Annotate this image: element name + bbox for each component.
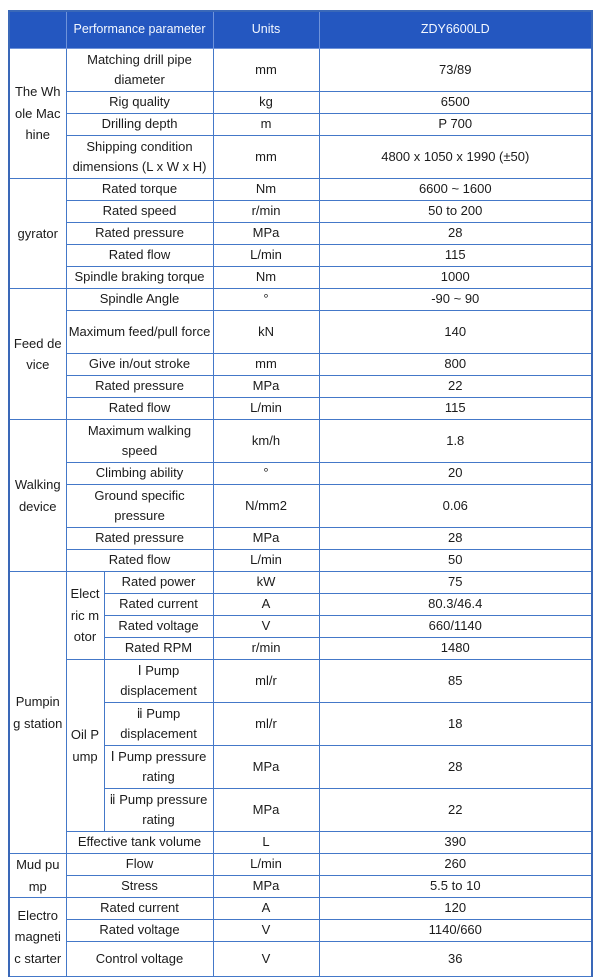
parameter-cell: Effective tank volume: [66, 832, 213, 854]
table-row: [9, 942, 592, 977]
units-cell: V: [213, 616, 319, 638]
value-cell: 28: [319, 528, 592, 550]
table-row: [9, 245, 592, 267]
parameter-cell: Drilling depth: [66, 114, 213, 136]
value-cell: -90 ~ 90: [319, 289, 592, 311]
parameter-cell: Matching drill pipe diameter: [66, 49, 213, 92]
value-cell: 22: [319, 376, 592, 398]
units-cell: m: [213, 114, 319, 136]
table-row: [9, 311, 592, 354]
units-cell: r/min: [213, 201, 319, 223]
units-cell: MPa: [213, 876, 319, 898]
value-cell: 0.06: [319, 485, 592, 528]
parameter-cell: Rated pressure: [66, 376, 213, 398]
table-row: [9, 267, 592, 289]
table-row: [9, 289, 592, 311]
units-cell: MPa: [213, 223, 319, 245]
units-cell: MPa: [213, 376, 319, 398]
value-cell: 20: [319, 463, 592, 485]
table-row: [9, 485, 592, 528]
group-label-cell: Feed device: [9, 289, 66, 420]
table-row: [9, 898, 592, 920]
parameter-cell: Maximum feed/pull force: [66, 311, 213, 354]
header-parameter-cell: Performance parameter: [66, 11, 213, 49]
units-cell: ml/r: [213, 703, 319, 746]
value-cell: 1140/660: [319, 920, 592, 942]
parameter-cell: Rated speed: [66, 201, 213, 223]
value-cell: 140: [319, 311, 592, 354]
table-row: [9, 49, 592, 92]
table-row: [9, 528, 592, 550]
header-blank-cell: [9, 11, 66, 49]
value-cell: 115: [319, 245, 592, 267]
parameter-cell: Flow: [66, 854, 213, 876]
performance-parameter-table: [8, 10, 593, 977]
units-cell: °: [213, 289, 319, 311]
table-row: [9, 420, 592, 463]
parameter-cell: Rated voltage: [66, 920, 213, 942]
units-cell: A: [213, 594, 319, 616]
value-cell: 1000: [319, 267, 592, 289]
parameter-cell: Ⅰ Pump pressure rating: [104, 746, 213, 789]
units-cell: MPa: [213, 746, 319, 789]
units-cell: ml/r: [213, 660, 319, 703]
group-label-cell: Walking device: [9, 420, 66, 572]
units-cell: L/min: [213, 398, 319, 420]
parameter-cell: Spindle Angle: [66, 289, 213, 311]
value-cell: 6500: [319, 92, 592, 114]
table-row: [9, 179, 592, 201]
value-cell: 28: [319, 746, 592, 789]
units-cell: mm: [213, 136, 319, 179]
table-row: [9, 660, 592, 703]
value-cell: 73/89: [319, 49, 592, 92]
table-row: [9, 354, 592, 376]
parameter-cell: Shipping condition dimensions (L x W x H): [66, 136, 213, 179]
table-row: [9, 201, 592, 223]
parameter-cell: Rated flow: [66, 398, 213, 420]
value-cell: 1480: [319, 638, 592, 660]
value-cell: 75: [319, 572, 592, 594]
units-cell: kg: [213, 92, 319, 114]
value-cell: 18: [319, 703, 592, 746]
value-cell: 800: [319, 354, 592, 376]
units-cell: mm: [213, 49, 319, 92]
units-cell: A: [213, 898, 319, 920]
subgroup-label-cell: Oil Pump: [66, 660, 104, 832]
parameter-cell: Rated current: [66, 898, 213, 920]
value-cell: 50: [319, 550, 592, 572]
units-cell: °: [213, 463, 319, 485]
group-label-cell: Pumping station: [9, 572, 66, 854]
parameter-cell: Rated power: [104, 572, 213, 594]
units-cell: Nm: [213, 179, 319, 201]
table-row: [9, 550, 592, 572]
table-row: [9, 920, 592, 942]
units-cell: km/h: [213, 420, 319, 463]
table-row: [9, 114, 592, 136]
subgroup-label-cell: Electric motor: [66, 572, 104, 660]
group-label-cell: The Whole Machine: [9, 49, 66, 179]
table-body: [9, 49, 592, 977]
value-cell: 120: [319, 898, 592, 920]
value-cell: 22: [319, 789, 592, 832]
units-cell: N/mm2: [213, 485, 319, 528]
units-cell: MPa: [213, 528, 319, 550]
table-row: [9, 572, 592, 594]
table-row: [9, 376, 592, 398]
value-cell: 390: [319, 832, 592, 854]
parameter-cell: Rated torque: [66, 179, 213, 201]
group-label-cell: gyrator: [9, 179, 66, 289]
group-label-cell: Mud pump: [9, 854, 66, 898]
value-cell: P 700: [319, 114, 592, 136]
parameter-cell: Rig quality: [66, 92, 213, 114]
parameter-cell: Rated flow: [66, 245, 213, 267]
value-cell: 4800 x 1050 x 1990 (±50): [319, 136, 592, 179]
parameter-cell: Maximum walking speed: [66, 420, 213, 463]
value-cell: 50 to 200: [319, 201, 592, 223]
table-row: [9, 398, 592, 420]
table-header-row: [9, 11, 592, 49]
table-row: [9, 92, 592, 114]
units-cell: kN: [213, 311, 319, 354]
table-row: [9, 463, 592, 485]
parameter-cell: Rated pressure: [66, 528, 213, 550]
units-cell: L/min: [213, 245, 319, 267]
value-cell: 36: [319, 942, 592, 977]
group-label-cell: Electromagnetic starter: [9, 898, 66, 977]
parameter-cell: ⅱ Pump pressure rating: [104, 789, 213, 832]
units-cell: V: [213, 942, 319, 977]
units-cell: V: [213, 920, 319, 942]
value-cell: 6600 ~ 1600: [319, 179, 592, 201]
value-cell: 28: [319, 223, 592, 245]
value-cell: 660/1140: [319, 616, 592, 638]
parameter-cell: Rated flow: [66, 550, 213, 572]
parameter-cell: Spindle braking torque: [66, 267, 213, 289]
table-row: [9, 832, 592, 854]
parameter-cell: Give in/out stroke: [66, 354, 213, 376]
table-row: [9, 854, 592, 876]
units-cell: L/min: [213, 550, 319, 572]
units-cell: L/min: [213, 854, 319, 876]
value-cell: 115: [319, 398, 592, 420]
value-cell: 1.8: [319, 420, 592, 463]
parameter-cell: Rated RPM: [104, 638, 213, 660]
header-model-cell: ZDY6600LD: [319, 11, 592, 49]
parameter-cell: Stress: [66, 876, 213, 898]
table-row: [9, 136, 592, 179]
units-cell: Nm: [213, 267, 319, 289]
value-cell: 5.5 to 10: [319, 876, 592, 898]
parameter-cell: Control voltage: [66, 942, 213, 977]
parameter-cell: ⅱ Pump displacement: [104, 703, 213, 746]
value-cell: 85: [319, 660, 592, 703]
parameter-cell: Rated pressure: [66, 223, 213, 245]
parameter-cell: Rated current: [104, 594, 213, 616]
units-cell: MPa: [213, 789, 319, 832]
parameter-cell: Ground specific pressure: [66, 485, 213, 528]
table-row: [9, 223, 592, 245]
units-cell: kW: [213, 572, 319, 594]
table-row: [9, 876, 592, 898]
units-cell: mm: [213, 354, 319, 376]
parameter-cell: Ⅰ Pump displacement: [104, 660, 213, 703]
parameter-cell: Climbing ability: [66, 463, 213, 485]
value-cell: 260: [319, 854, 592, 876]
units-cell: L: [213, 832, 319, 854]
header-units-cell: Units: [213, 11, 319, 49]
value-cell: 80.3/46.4: [319, 594, 592, 616]
units-cell: r/min: [213, 638, 319, 660]
parameter-cell: Rated voltage: [104, 616, 213, 638]
